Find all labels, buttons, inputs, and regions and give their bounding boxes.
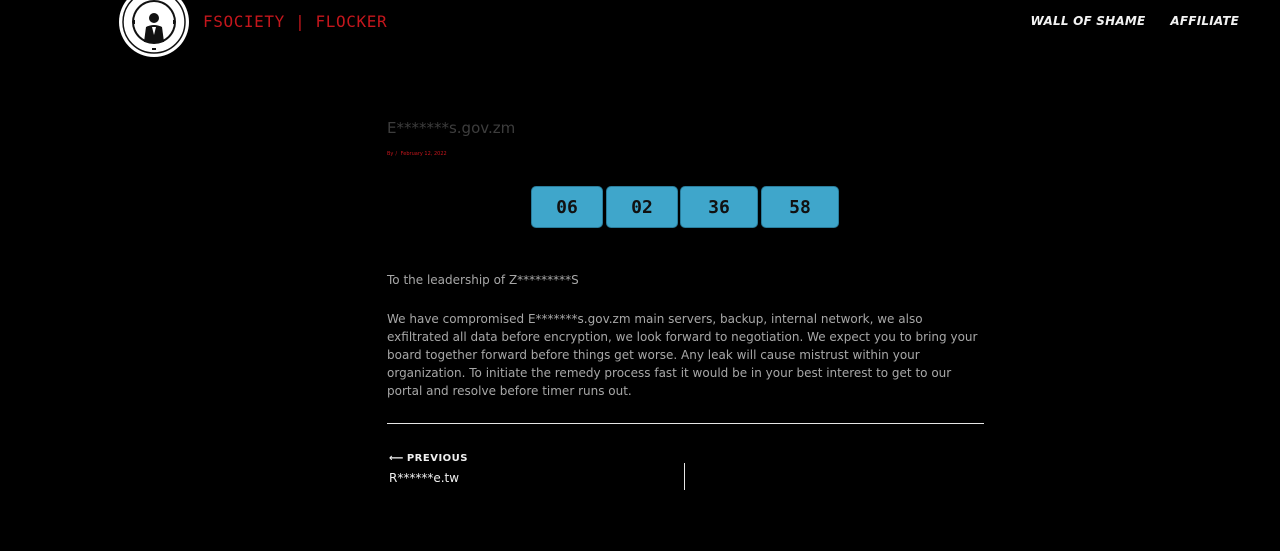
post-meta-separator: / <box>395 151 398 157</box>
post-greeting: To the leadership of Z*********S <box>387 273 579 287</box>
post-body: We have compromised E*******s.gov.zm main servers, backup, internal network, we also exfiltrated all data before encryption, we look forward to negotiation. We expect you to bring your board together forward before things get worse. Any leak will cause mistrust within your organization. To initiate the remedy process fast it would be in your best interest to get to our portal and resolve before timer runs out. <box>387 312 978 398</box>
post-date[interactable]: February 12, 2022 <box>400 151 447 157</box>
post-nav-separator <box>684 463 685 490</box>
previous-label <box>389 453 468 464</box>
previous-label-text: PREVIOUS <box>406 453 468 464</box>
post-title: E*******s.gov.zm <box>387 119 516 137</box>
nav-item-affiliate[interactable]: AFFILIATE <box>1170 14 1239 28</box>
arrow-left-icon: ⟵ <box>389 453 404 464</box>
previous-post-link[interactable] <box>389 453 468 485</box>
countdown-hours: 02 <box>606 186 678 228</box>
post-content <box>387 271 987 400</box>
post-meta <box>387 151 449 157</box>
content-divider <box>387 423 984 424</box>
post-author-label: By <box>387 151 394 157</box>
countdown-minutes: 36 <box>680 186 758 228</box>
countdown-seconds: 58 <box>761 186 839 228</box>
nav-item-wall-of-shame[interactable]: WALL OF SHAME <box>1030 14 1146 28</box>
site-header <box>0 0 1280 60</box>
countdown-days: 06 <box>531 186 603 228</box>
previous-post-title: R******e.tw <box>389 471 460 485</box>
site-title-link[interactable]: FSOCIETY | FLOCKER <box>203 12 388 31</box>
main-nav <box>1031 14 1239 28</box>
site-logo-icon[interactable] <box>119 0 189 57</box>
